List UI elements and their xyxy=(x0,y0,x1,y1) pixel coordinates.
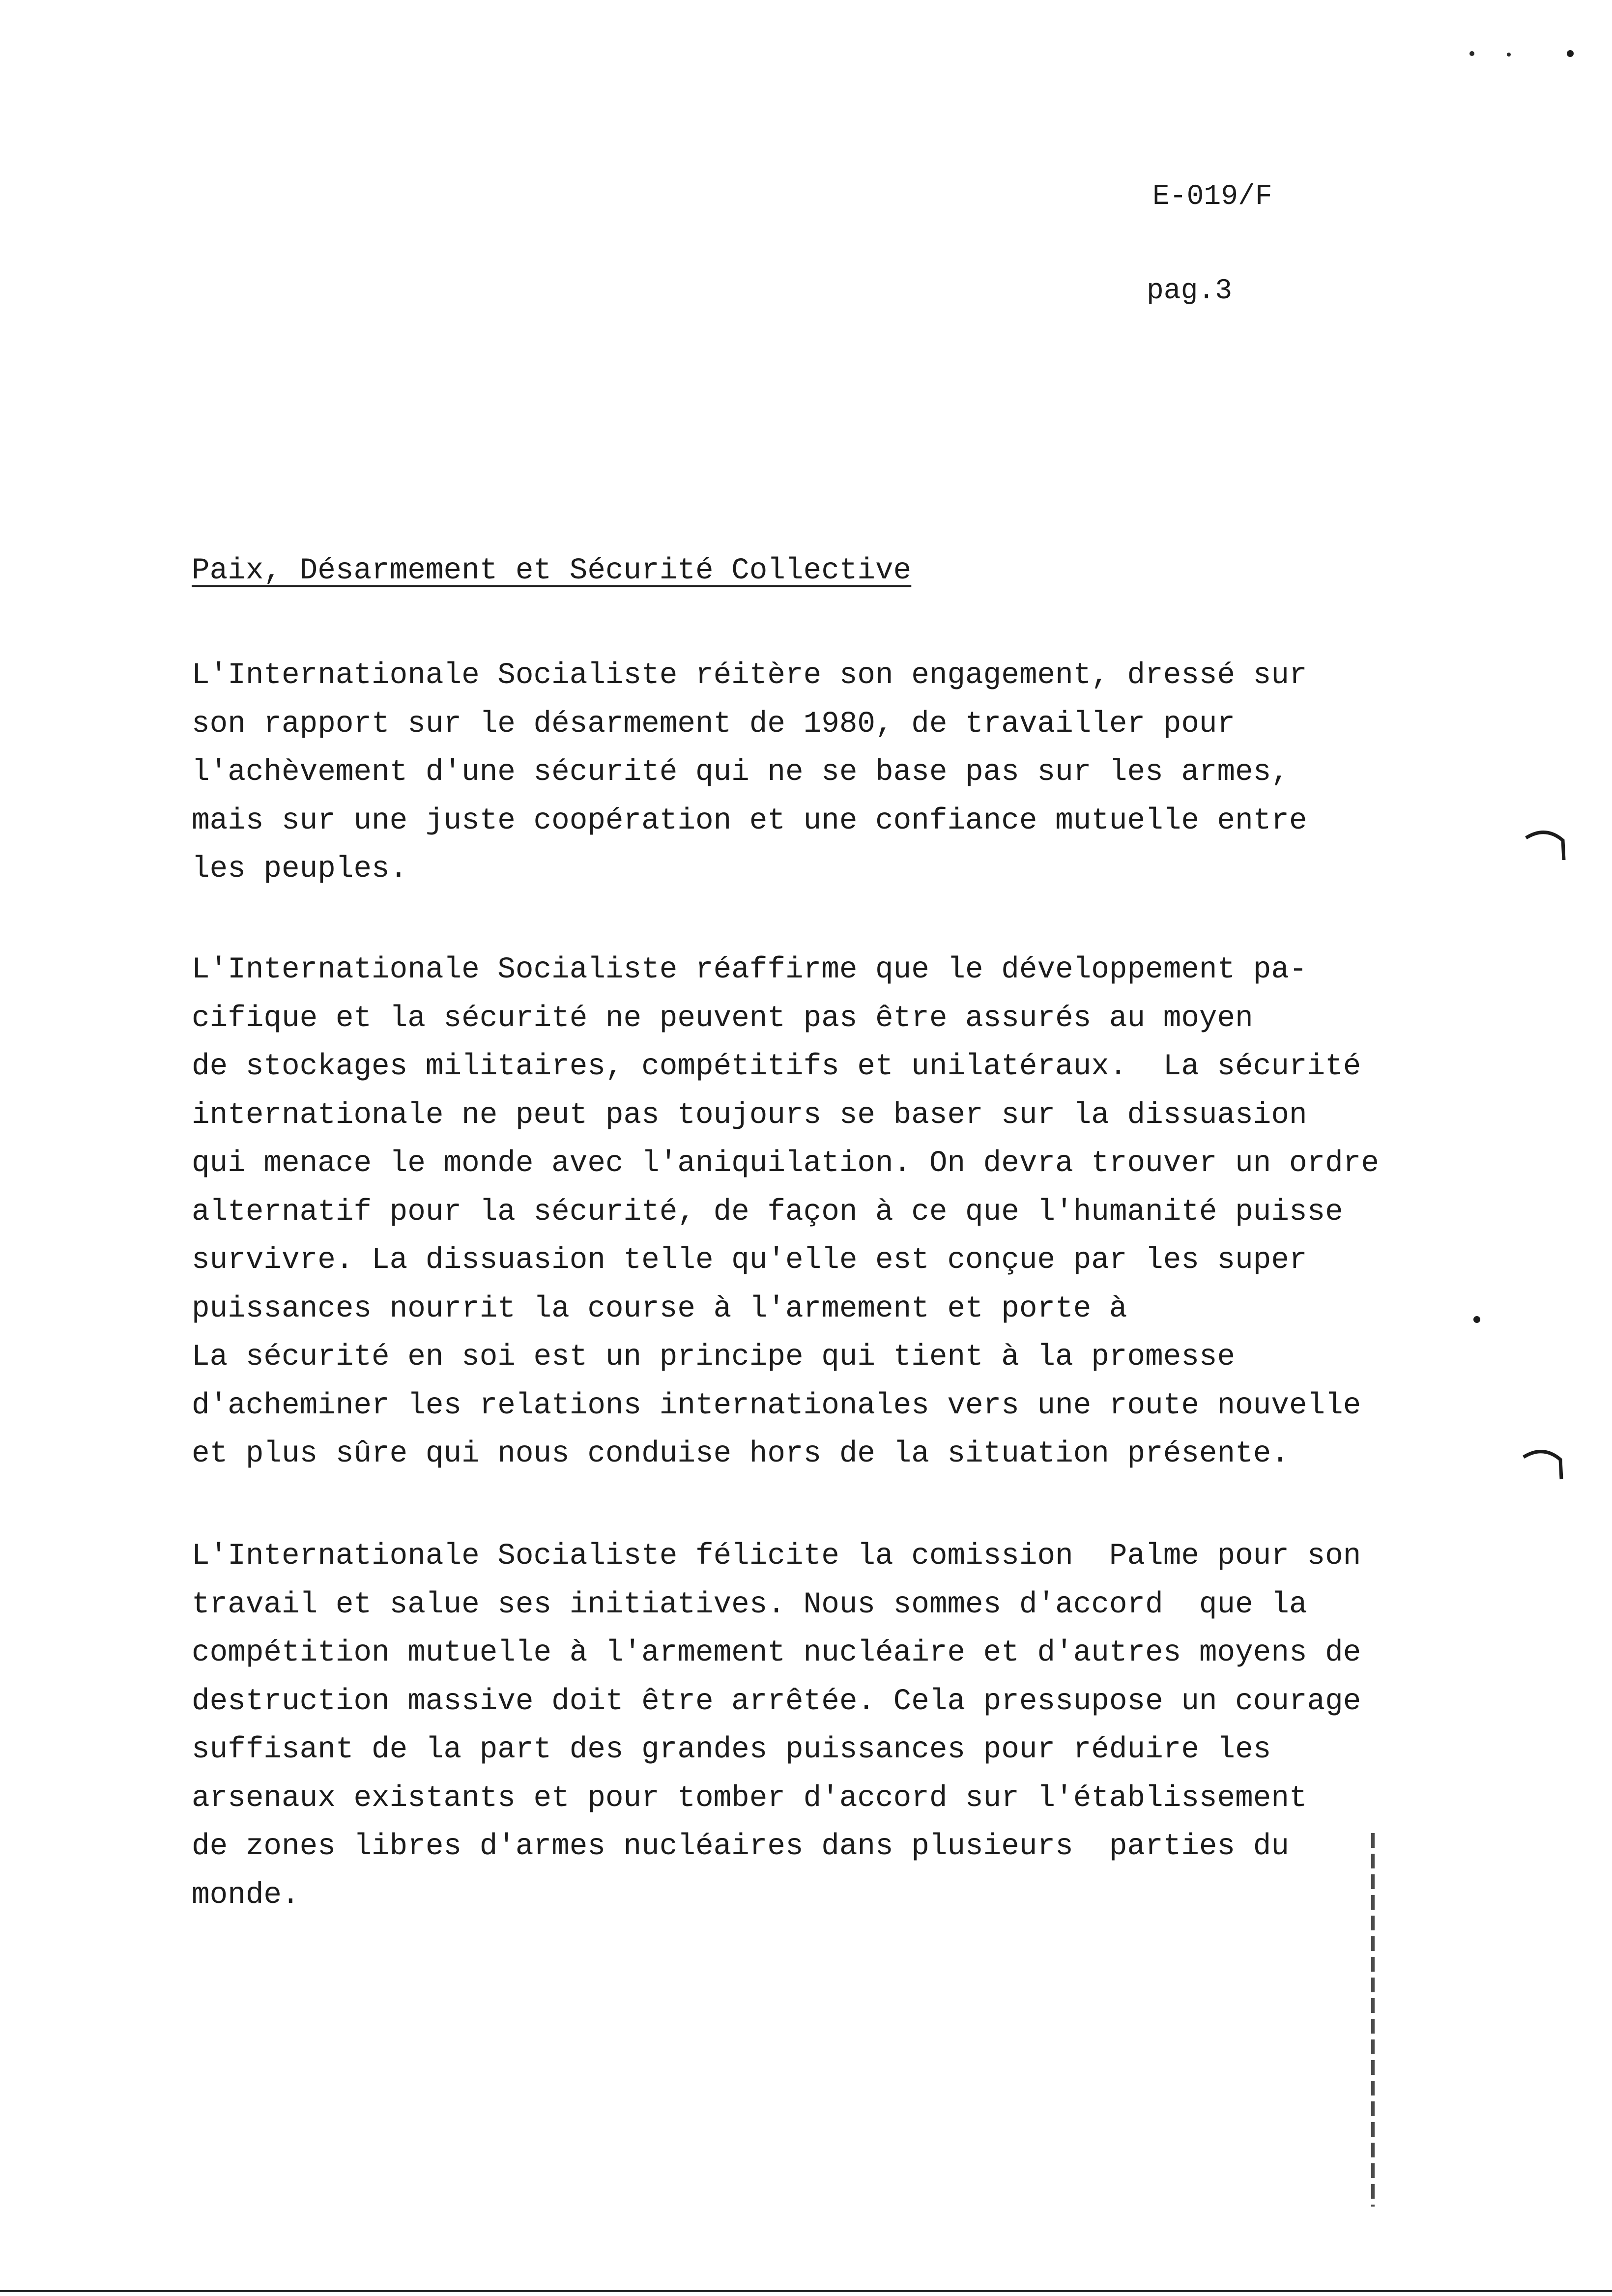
text-line: son rapport sur le désarmement de 1980, de travailler pour xyxy=(192,707,1236,741)
text-line: qui menace le monde avec l'aniquilation. On devra trouver un ordre xyxy=(192,1147,1379,1180)
text-line: alternatif pour la sécurité, de façon à ce que l'humanité puisse xyxy=(192,1195,1343,1229)
text-line: de stockages militaires, compétitifs et unilatéraux. La sécurité xyxy=(192,1050,1361,1084)
text-line: et plus sûre qui nous conduise hors de la situation présente. xyxy=(192,1437,1289,1471)
text-line: les peuples. xyxy=(192,852,408,886)
text-line: mais sur une juste coopération et une confiance mutuelle entre xyxy=(192,804,1307,838)
text-line: cifique et la sécurité ne peuvent pas être assurés au moyen xyxy=(192,1001,1253,1035)
text-line: suffisant de la part des grandes puissances pour réduire les xyxy=(192,1733,1271,1767)
text-line: destruction massive doit être arrêtée. Cela pressupose un courage xyxy=(192,1684,1361,1719)
text-line: L'Internationale Socialiste réaffirme que le développement pa- xyxy=(192,953,1307,987)
text-line: l'achèvement d'une sécurité qui ne se base pas sur les armes, xyxy=(192,755,1289,789)
text-line: de zones libres d'armes nucléaires dans plusieurs parties du xyxy=(192,1830,1289,1864)
margin-arc-mark xyxy=(1521,1445,1565,1484)
section-title: Paix, Désarmement et Sécurité Collective xyxy=(192,554,912,588)
text-line: puissances nourrit la course à l'armement et porte à xyxy=(192,1292,1127,1326)
margin-arc-mark xyxy=(1524,826,1568,865)
text-line: survivre. La dissuasion telle qu'elle est conçue par les super xyxy=(192,1243,1307,1277)
text-line: monde. xyxy=(192,1878,300,1912)
text-line: travail et salue ses initiatives. Nous sommes d'accord que la xyxy=(192,1587,1307,1622)
paragraph-1 xyxy=(192,652,1307,894)
dot-mark xyxy=(1467,47,1580,61)
paragraph-2 xyxy=(192,946,1379,1479)
text-line: L'Internationale Socialiste réitère son engagement, dressé sur xyxy=(192,659,1307,692)
bottom-edge-line xyxy=(0,2290,1612,2292)
text-line: L'Internationale Socialiste félicite la comission Palme pour son xyxy=(192,1539,1361,1573)
document-reference: E-019/F xyxy=(1152,181,1272,213)
dot-mark xyxy=(1469,1312,1484,1327)
text-line: La sécurité en soi est un principe qui tient à la promesse xyxy=(192,1340,1236,1374)
text-line: internationale ne peut pas toujours se baser sur la dissuasion xyxy=(192,1098,1307,1132)
text-line: arsenaux existants et pour tomber d'accord sur l'établissement xyxy=(192,1781,1307,1815)
text-line: d'acheminer les relations internationales vers une route nouvelle xyxy=(192,1388,1361,1423)
margin-scan-bar xyxy=(1371,1833,1375,2207)
text-line: compétition mutuelle à l'armement nucléaire et d'autres moyens de xyxy=(192,1636,1361,1670)
paragraph-3 xyxy=(192,1532,1361,1920)
page-number: pag.3 xyxy=(1147,275,1233,307)
